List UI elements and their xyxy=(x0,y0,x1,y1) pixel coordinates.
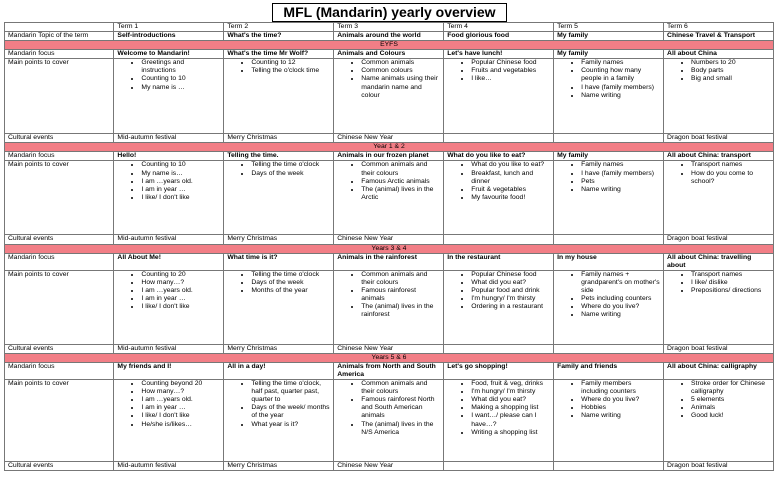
focus-cell: Animals and Colours xyxy=(334,50,444,59)
cultural-cell: Chinese New Year xyxy=(334,134,444,143)
topic-cell: What's the time? xyxy=(224,32,334,41)
focus-cell: What time is it? xyxy=(224,253,334,270)
cultural-cell: Dragon boat festival xyxy=(664,344,774,353)
row-label: Mandarin focus xyxy=(5,50,114,59)
focus-cell: What do you like to eat? xyxy=(444,152,554,161)
points-list xyxy=(117,380,220,429)
year-group-band xyxy=(5,143,774,152)
point-item: • I'm hungry/ I'm thirsty xyxy=(471,388,550,396)
point-item: • The (animal) lives in the Arctic xyxy=(361,186,440,202)
cultural-row xyxy=(5,344,774,353)
point-item: • I am …years old. xyxy=(141,396,220,404)
point-item: • Stroke order for Chinese calligraphy xyxy=(691,380,770,396)
point-item: • Ordering in a restaurant xyxy=(471,303,550,311)
point-item: • Counting to 10 xyxy=(141,75,220,83)
points-cell xyxy=(114,59,224,134)
row-label: Cultural events xyxy=(5,134,114,143)
point-item: • I am in year … xyxy=(141,404,220,412)
row-label: Main points to cover xyxy=(5,380,114,462)
topic-cell: Animals around the world xyxy=(334,32,444,41)
year-group-band xyxy=(5,353,774,362)
term-header: Term 1 xyxy=(114,23,224,32)
focus-cell: Animals in our frozen planet xyxy=(334,152,444,161)
point-item: • Name writing xyxy=(581,92,660,100)
point-item: • I have (family members) xyxy=(581,84,660,92)
year-group-label: Years 3 & 4 xyxy=(5,244,774,253)
point-item: • What year is it? xyxy=(251,421,330,429)
points-list xyxy=(557,380,660,420)
points-list xyxy=(117,161,220,201)
cultural-cell xyxy=(554,462,664,471)
cultural-cell xyxy=(444,344,554,353)
point-item: • I am …years old. xyxy=(141,287,220,295)
points-cell xyxy=(334,161,444,235)
point-item: • Family names xyxy=(581,59,660,67)
cultural-cell xyxy=(554,235,664,244)
points-row xyxy=(5,270,774,344)
points-cell xyxy=(224,380,334,462)
point-item: • What do you like to eat? xyxy=(471,161,550,169)
term-header: Term 5 xyxy=(554,23,664,32)
points-list xyxy=(667,161,770,185)
point-item: • Name writing xyxy=(581,412,660,420)
point-item: • I want…/ please can I have…? xyxy=(471,412,550,428)
cultural-cell: Mid-autumn festival xyxy=(114,344,224,353)
term-header: Term 4 xyxy=(444,23,554,32)
point-item: • How many…? xyxy=(141,388,220,396)
page-title xyxy=(0,3,779,22)
point-item: • Numbers to 20 xyxy=(691,59,770,67)
term-header: Term 2 xyxy=(224,23,334,32)
focus-cell: Welcome to Mandarin! xyxy=(114,50,224,59)
points-list xyxy=(337,59,440,99)
point-item: • Popular food and drink xyxy=(471,287,550,295)
point-item: • Popular Chinese food xyxy=(471,271,550,279)
cultural-row xyxy=(5,235,774,244)
point-item: • Fruit & vegetables xyxy=(471,186,550,194)
point-item: • Telling the time o'clock, half past, quarter past, quarter to xyxy=(251,380,330,404)
point-item: • Prepositions/ directions xyxy=(691,287,770,295)
topic-cell: Food glorious food xyxy=(444,32,554,41)
point-item: • I am in year … xyxy=(141,186,220,194)
year-group-label: EYFS xyxy=(5,41,774,50)
point-item: • I'm hungry/ I'm thirsty xyxy=(471,295,550,303)
cultural-cell: Merry Christmas xyxy=(224,134,334,143)
points-list xyxy=(447,380,550,437)
points-row xyxy=(5,380,774,462)
point-item: • I like/ dislike xyxy=(691,279,770,287)
points-cell xyxy=(444,380,554,462)
cultural-cell xyxy=(554,134,664,143)
points-list xyxy=(447,271,550,311)
point-item: • Famous Arctic animals xyxy=(361,178,440,186)
topic-cell: My family xyxy=(554,32,664,41)
focus-cell: Let's have lunch! xyxy=(444,50,554,59)
point-item: • Big and small xyxy=(691,75,770,83)
overview-table-body xyxy=(5,23,774,471)
points-cell xyxy=(444,270,554,344)
point-item: • Telling the o'clock time xyxy=(251,67,330,75)
focus-row xyxy=(5,152,774,161)
points-cell xyxy=(554,270,664,344)
point-item: • Counting to 10 xyxy=(141,161,220,169)
points-cell xyxy=(224,270,334,344)
point-item: • Popular Chinese food xyxy=(471,59,550,67)
points-list xyxy=(227,59,330,75)
point-item: • Animals xyxy=(691,404,770,412)
point-item: • I like/ I don't like xyxy=(141,412,220,420)
point-item: • I like/ I don't like xyxy=(141,303,220,311)
focus-cell: All about China: calligraphy xyxy=(664,362,774,379)
cultural-cell: Dragon boat festival xyxy=(664,462,774,471)
points-list xyxy=(557,271,660,320)
focus-cell: Let's go shopping! xyxy=(444,362,554,379)
points-list xyxy=(337,271,440,320)
topic-row xyxy=(5,32,774,41)
cultural-cell xyxy=(444,235,554,244)
cultural-cell: Dragon boat festival xyxy=(664,134,774,143)
focus-cell: Telling the time. xyxy=(224,152,334,161)
cultural-cell: Dragon boat festival xyxy=(664,235,774,244)
point-item: • My favourite food! xyxy=(471,194,550,202)
points-list xyxy=(447,161,550,201)
points-cell xyxy=(224,161,334,235)
title-text: MFL (Mandarin) yearly overview xyxy=(272,3,506,22)
focus-cell: In the restaurant xyxy=(444,253,554,270)
points-row xyxy=(5,59,774,134)
point-item: • Body parts xyxy=(691,67,770,75)
point-item: • What did you eat? xyxy=(471,396,550,404)
point-item: • Transport names xyxy=(691,271,770,279)
point-item: • Telling the time o'clock xyxy=(251,271,330,279)
point-item: • Name animals using their mandarin name and colour xyxy=(361,75,440,99)
cultural-cell: Chinese New Year xyxy=(334,344,444,353)
focus-cell: What's the time Mr Wolf? xyxy=(224,50,334,59)
point-item: • Name writing xyxy=(581,311,660,319)
point-item: • Where do you live? xyxy=(581,396,660,404)
topic-cell: Self-introductions xyxy=(114,32,224,41)
point-item: • Days of the week xyxy=(251,170,330,178)
point-item: • Pets including counters xyxy=(581,295,660,303)
point-item: • Writing a shopping list xyxy=(471,429,550,437)
point-item: • 5 elements xyxy=(691,396,770,404)
cultural-cell: Mid-autumn festival xyxy=(114,134,224,143)
row-label: Cultural events xyxy=(5,462,114,471)
focus-cell: My friends and I! xyxy=(114,362,224,379)
focus-row xyxy=(5,362,774,379)
year-group-label: Years 5 & 6 xyxy=(5,353,774,362)
point-item: • Counting to 12 xyxy=(251,59,330,67)
point-item: • Common animals and their colours xyxy=(361,161,440,177)
point-item: • I have (family members) xyxy=(581,170,660,178)
points-cell xyxy=(114,270,224,344)
points-cell xyxy=(334,270,444,344)
point-item: • How do you come to school? xyxy=(691,170,770,186)
points-cell xyxy=(444,161,554,235)
point-item: • Counting to 20 xyxy=(141,271,220,279)
cultural-row xyxy=(5,462,774,471)
point-item: • The (animal) lives in the rainforest xyxy=(361,303,440,319)
focus-cell: All about China: travelling about xyxy=(664,253,774,270)
row-label: Mandarin focus xyxy=(5,253,114,270)
point-item: • Good luck! xyxy=(691,412,770,420)
term-header-row xyxy=(5,23,774,32)
point-item: • Food, fruit & veg, drinks xyxy=(471,380,550,388)
point-item: • Pets xyxy=(581,178,660,186)
cultural-cell: Mid-autumn festival xyxy=(114,235,224,244)
point-item: • I like… xyxy=(471,75,550,83)
point-item: • Telling the time o'clock xyxy=(251,161,330,169)
point-item: • Famous rainforest North and South American animals xyxy=(361,396,440,420)
cultural-cell xyxy=(444,462,554,471)
points-cell xyxy=(554,161,664,235)
point-item: • Making a shopping list xyxy=(471,404,550,412)
points-list xyxy=(447,59,550,83)
row-label: Cultural events xyxy=(5,344,114,353)
point-item: • Common colours xyxy=(361,67,440,75)
cultural-cell: Chinese New Year xyxy=(334,462,444,471)
points-row xyxy=(5,161,774,235)
points-list xyxy=(667,59,770,83)
focus-row xyxy=(5,50,774,59)
points-cell xyxy=(334,59,444,134)
term-header: Term 6 xyxy=(664,23,774,32)
point-item: • My name is … xyxy=(141,84,220,92)
points-cell xyxy=(554,59,664,134)
cultural-cell xyxy=(554,344,664,353)
cultural-cell: Chinese New Year xyxy=(334,235,444,244)
row-label: Main points to cover xyxy=(5,59,114,134)
points-cell xyxy=(664,270,774,344)
year-group-band xyxy=(5,41,774,50)
focus-cell: My family xyxy=(554,152,664,161)
point-item: • Days of the week/ months of the year xyxy=(251,404,330,420)
point-item: • Name writing xyxy=(581,186,660,194)
point-item: • Transport names xyxy=(691,161,770,169)
focus-cell: All in a day! xyxy=(224,362,334,379)
points-cell xyxy=(224,59,334,134)
point-item: • Greetings and instructions xyxy=(141,59,220,75)
row-label: Mandarin Topic of the term xyxy=(5,32,114,41)
row-label: Mandarin focus xyxy=(5,362,114,379)
points-list xyxy=(557,161,660,193)
year-group-band xyxy=(5,244,774,253)
row-label: Cultural events xyxy=(5,235,114,244)
point-item: • How many…? xyxy=(141,279,220,287)
point-item: • I am …years old. xyxy=(141,178,220,186)
points-cell xyxy=(554,380,664,462)
topic-cell: Chinese Travel & Transport xyxy=(664,32,774,41)
point-item: • Months of the year xyxy=(251,287,330,295)
points-list xyxy=(117,271,220,311)
focus-cell: Animals in the rainforest xyxy=(334,253,444,270)
point-item: • I like/ I don't like xyxy=(141,194,220,202)
points-cell xyxy=(444,59,554,134)
focus-cell: My family xyxy=(554,50,664,59)
cultural-row xyxy=(5,134,774,143)
term-header: Term 3 xyxy=(334,23,444,32)
points-cell xyxy=(334,380,444,462)
overview-table xyxy=(4,22,774,471)
focus-cell: Animals from North and South America xyxy=(334,362,444,379)
point-item: • Common animals and their colours xyxy=(361,271,440,287)
header-corner xyxy=(5,23,114,32)
focus-cell: Hello! xyxy=(114,152,224,161)
focus-cell: All About Me! xyxy=(114,253,224,270)
cultural-cell xyxy=(444,134,554,143)
cultural-cell: Mid-autumn festival xyxy=(114,462,224,471)
points-cell xyxy=(664,161,774,235)
point-item: • Where do you live? xyxy=(581,303,660,311)
point-item: • What did you eat? xyxy=(471,279,550,287)
focus-cell: Family and friends xyxy=(554,362,664,379)
points-cell xyxy=(114,161,224,235)
row-label: Main points to cover xyxy=(5,161,114,235)
focus-cell: All about China: transport xyxy=(664,152,774,161)
point-item: • Family names xyxy=(581,161,660,169)
point-item: • I am in year … xyxy=(141,295,220,303)
row-label: Mandarin focus xyxy=(5,152,114,161)
point-item: • Days of the week xyxy=(251,279,330,287)
cultural-cell: Merry Christmas xyxy=(224,344,334,353)
point-item: • He/she is/likes… xyxy=(141,421,220,429)
cultural-cell: Merry Christmas xyxy=(224,235,334,244)
points-list xyxy=(557,59,660,99)
points-cell xyxy=(664,59,774,134)
year-group-label: Year 1 & 2 xyxy=(5,143,774,152)
points-list xyxy=(337,380,440,437)
point-item: • Famous rainforest animals xyxy=(361,287,440,303)
points-cell xyxy=(114,380,224,462)
point-item: • Common animals xyxy=(361,59,440,67)
row-label: Main points to cover xyxy=(5,270,114,344)
focus-row xyxy=(5,253,774,270)
point-item: • Family members including counters xyxy=(581,380,660,396)
point-item: • Fruits and vegetables xyxy=(471,67,550,75)
focus-cell: All about China xyxy=(664,50,774,59)
point-item: • Common animals and their colours xyxy=(361,380,440,396)
point-item: • Counting how many people in a family xyxy=(581,67,660,83)
points-cell xyxy=(664,380,774,462)
points-list xyxy=(117,59,220,91)
cultural-cell: Merry Christmas xyxy=(224,462,334,471)
point-item: • Hobbies xyxy=(581,404,660,412)
points-list xyxy=(227,271,330,295)
points-list xyxy=(667,271,770,295)
point-item: • The (animal) lives in the N/S America xyxy=(361,421,440,437)
points-list xyxy=(667,380,770,420)
point-item: • Breakfast, lunch and dinner xyxy=(471,170,550,186)
focus-cell: In my house xyxy=(554,253,664,270)
points-list xyxy=(227,161,330,177)
point-item: • My name is… xyxy=(141,170,220,178)
points-list xyxy=(337,161,440,201)
point-item: • Counting beyond 20 xyxy=(141,380,220,388)
point-item: • Family names + grandparent's on mother's side xyxy=(581,271,660,295)
points-list xyxy=(227,380,330,429)
